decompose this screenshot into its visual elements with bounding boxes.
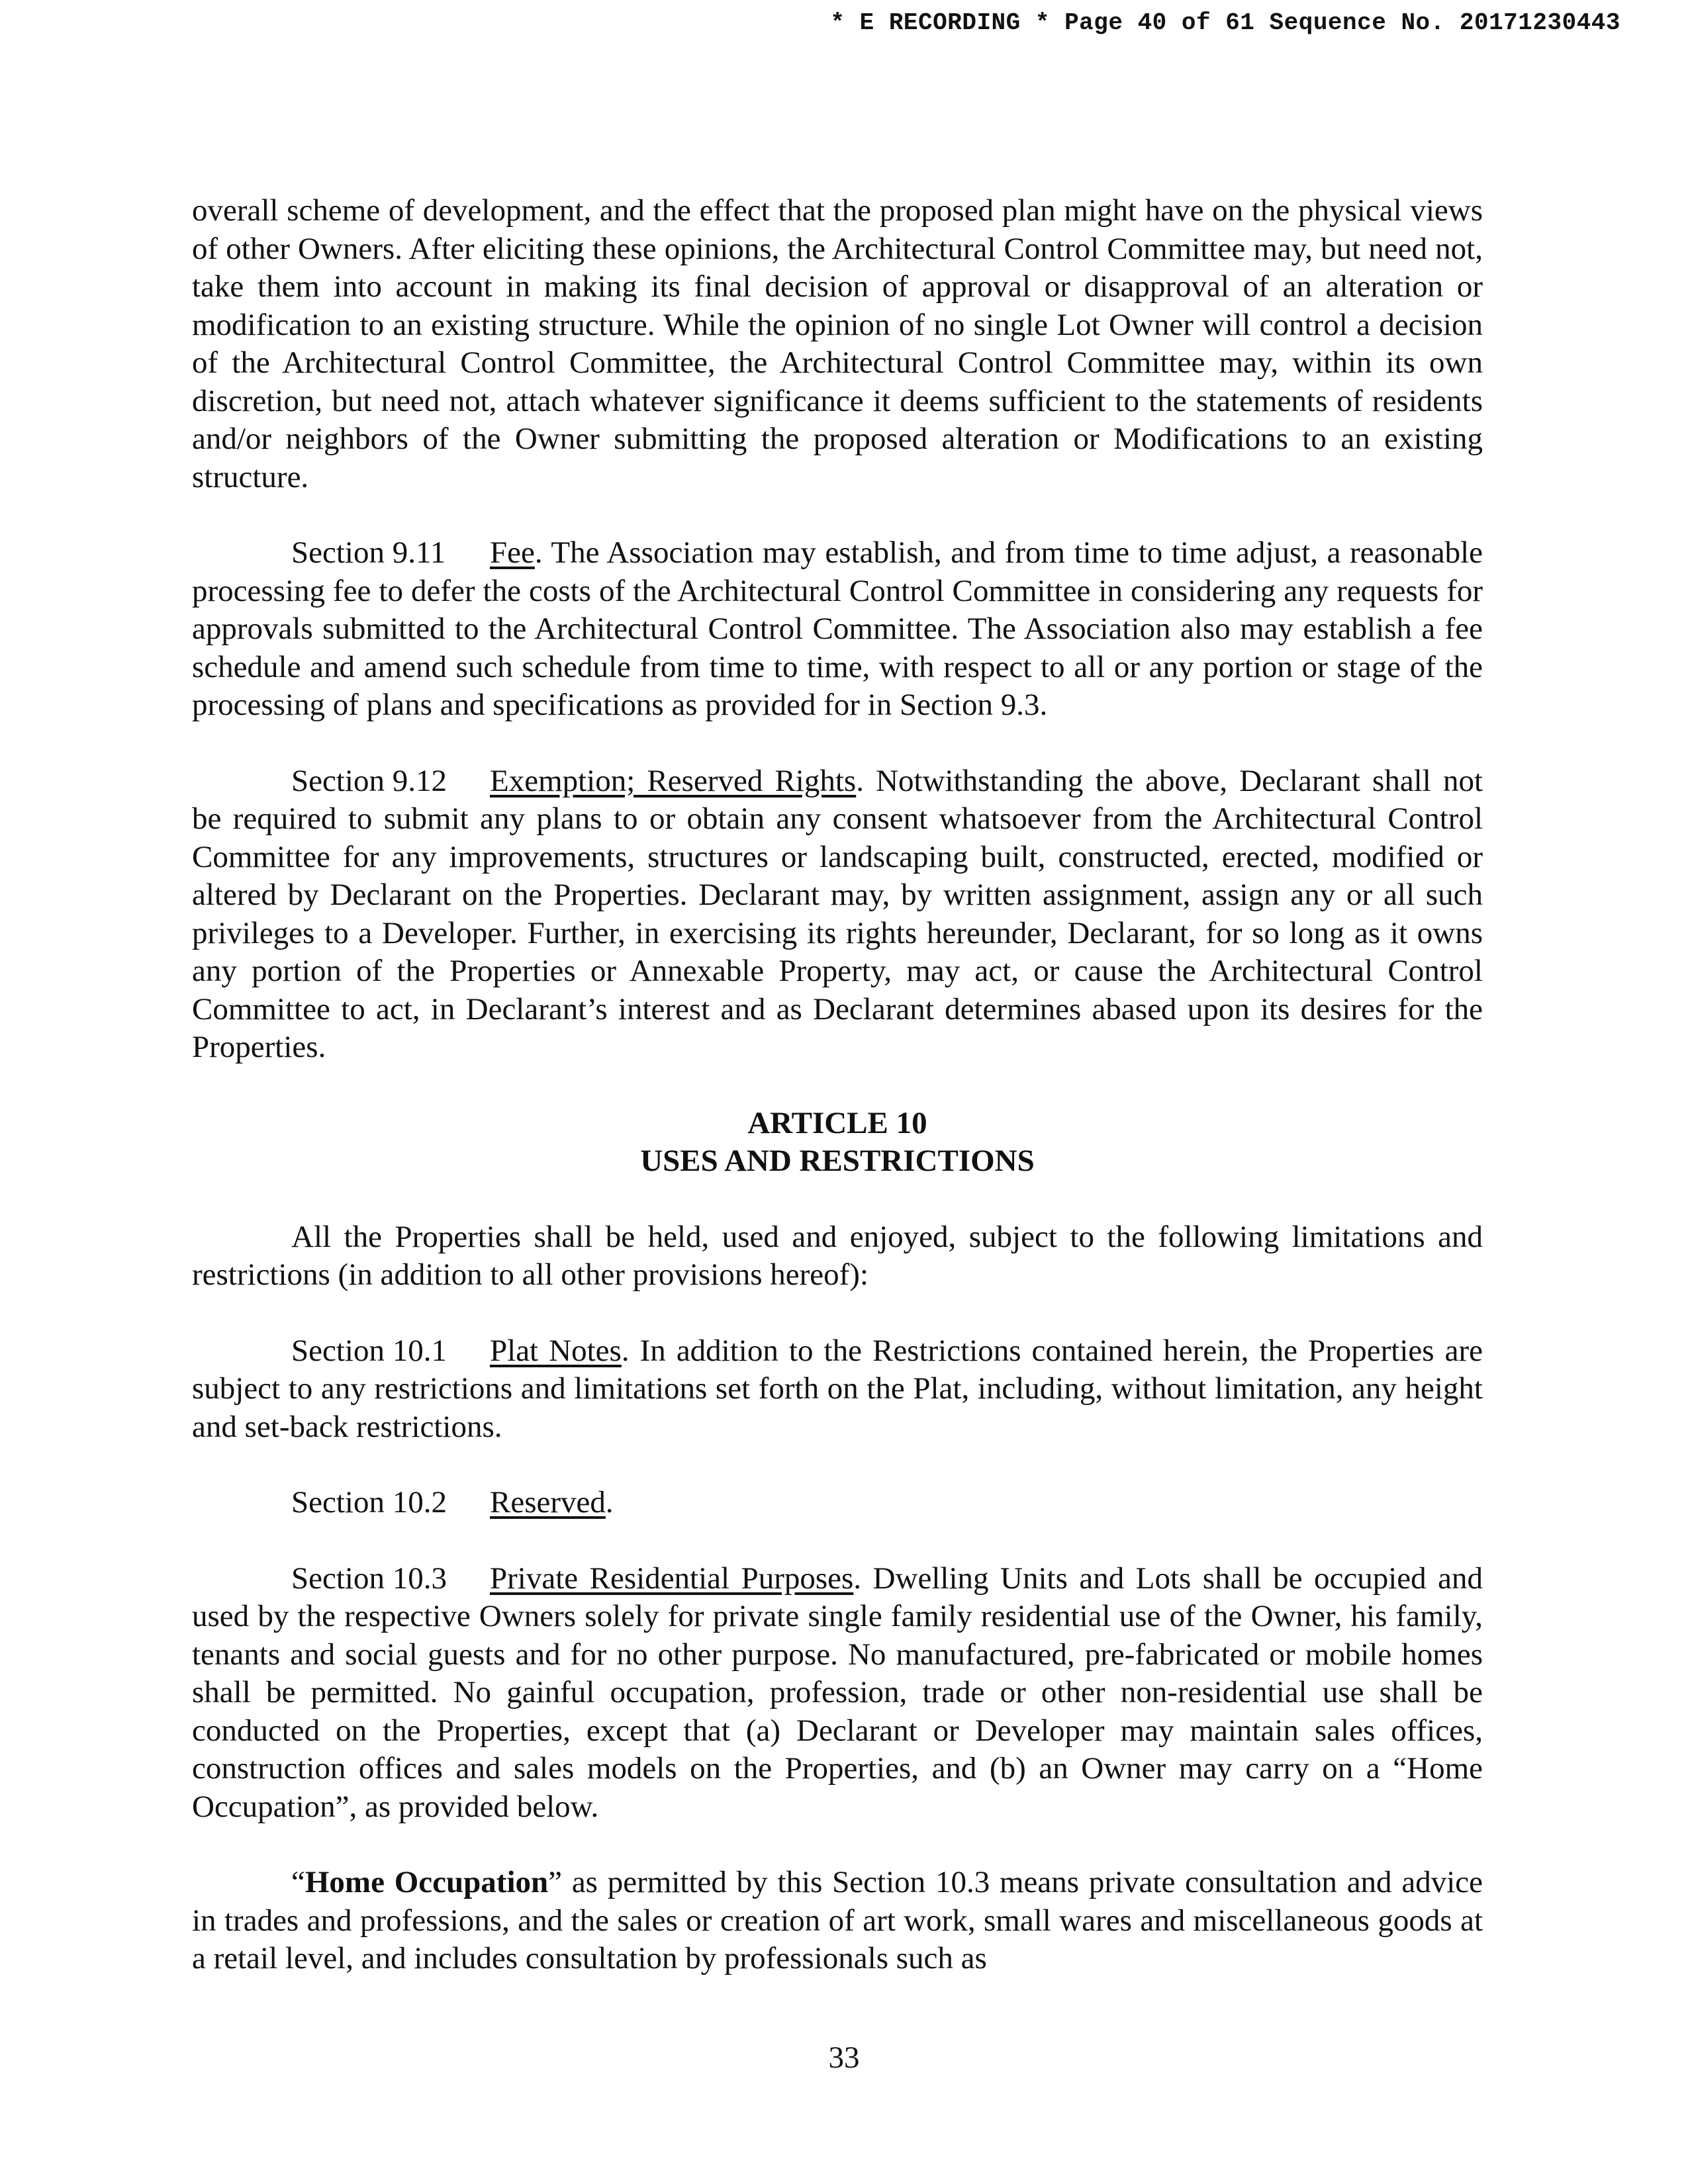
section-9-12 [192, 762, 1483, 1067]
recording-header: * E RECORDING * Page 40 of 61 Sequence No. 20171230443 [830, 9, 1620, 36]
section-number: Section 10.3 [291, 1561, 447, 1596]
open-quote: “ [291, 1865, 305, 1899]
definition-text: ” as permitted by this Section 10.3 means private consultation and advice in trades and professions, and the sales or creation of art work, small wares and miscellaneous goods at a retail level, and includes consultation by professionals such as [192, 1865, 1483, 1976]
section-title: Plat Notes [490, 1333, 622, 1368]
document-body [192, 192, 1483, 1978]
section-text: . Notwithstanding the above, Declarant shall not be required to submit any plans to or obtain any consent whatsoever from the Architectural Control Committee for any improvements, structures or landscaping built, constructed, erected, modified or altered by Declarant on the Properties. Declarant may, by written assignment, assign any or all such privileges to a Developer. Further, in exercising its rights hereunder, Declarant, for so long as it owns any portion of the Properties or Annexable Property, may act, or cause the Architectural Control Committee to act, in Declarant’s interest and as Declarant determines abased upon its desires for the Properties. [192, 763, 1483, 1064]
section-number: Section 10.2 [291, 1485, 447, 1520]
home-occupation-definition [192, 1864, 1483, 1978]
section-9-11 [192, 534, 1483, 725]
paragraph-continuation: overall scheme of development, and the effect that the proposed plan might have on the physical views of other Owners. After eliciting these opinions, the Architectural Control Committee may, but need not, take them into account in making its final decision of approval or disapproval of an alteration or modification to an existing structure. While the opinion of no single Lot Owner will control a decision of the Architectural Control Committee, the Architectural Control Committee may, within its own discretion, but need not, attach whatever significance it deems sufficient to the statements of residents and/or neighbors of the Owner submitting the proposed alteration or Modifications to an existing structure. [192, 193, 1483, 494]
section-10-1 [192, 1332, 1483, 1447]
defined-term: Home Occupation [305, 1865, 549, 1899]
section-title: Exemption; Reserved Rights [490, 763, 857, 798]
article-subheading: USES AND RESTRICTIONS [640, 1144, 1035, 1178]
section-number: Section 9.11 [291, 535, 446, 570]
section-title: Reserved [490, 1485, 606, 1520]
section-text: . The Association may establish, and from time to time adjust, a reasonable processing fee to defer the costs of the Architectural Control Committee in considering any requests for approvals submitted to the Architectural Control Committee. The Association also may establish a fee schedule and amend such schedule from time to time, with respect to all or any portion or stage of the processing of plans and specifications as provided for in Section 9.3. [192, 535, 1483, 722]
section-text: . In addition to the Restrictions contained herein, the Properties are subject to any restrictions and limitations set forth on the Plat, including, without limitation, any height and set-back restrictions. [192, 1333, 1483, 1444]
section-text: . [605, 1485, 614, 1520]
section-10-3 [192, 1560, 1483, 1827]
section-title: Fee [490, 535, 535, 570]
section-title: Private Residential Purposes [490, 1561, 854, 1596]
section-number: Section 9.12 [291, 763, 447, 798]
article-heading: ARTICLE 10 [747, 1105, 927, 1140]
section-text: . Dwelling Units and Lots shall be occupied and used by the respective Owners solely for private single family residential use of the Owner, his family, tenants and social guests and for no other purpose. No manufactured, pre-fabricated or mobile homes shall be permitted. No gainful occupation, profession, trade or other non-residential use shall be conducted on the Properties, except that (a) Declarant or Developer may maintain sales offices, construction offices and sales models on the Properties, and (b) an Owner may carry on a “Home Occupation”, as provided below. [192, 1561, 1483, 1824]
page-number: 33 [828, 2040, 860, 2075]
section-10-2 [192, 1484, 1483, 1522]
section-number: Section 10.1 [291, 1333, 447, 1368]
article-intro: All the Properties shall be held, used and enjoyed, subject to the following limitations and restrictions (in addition to all other provisions hereof): [192, 1219, 1483, 1292]
